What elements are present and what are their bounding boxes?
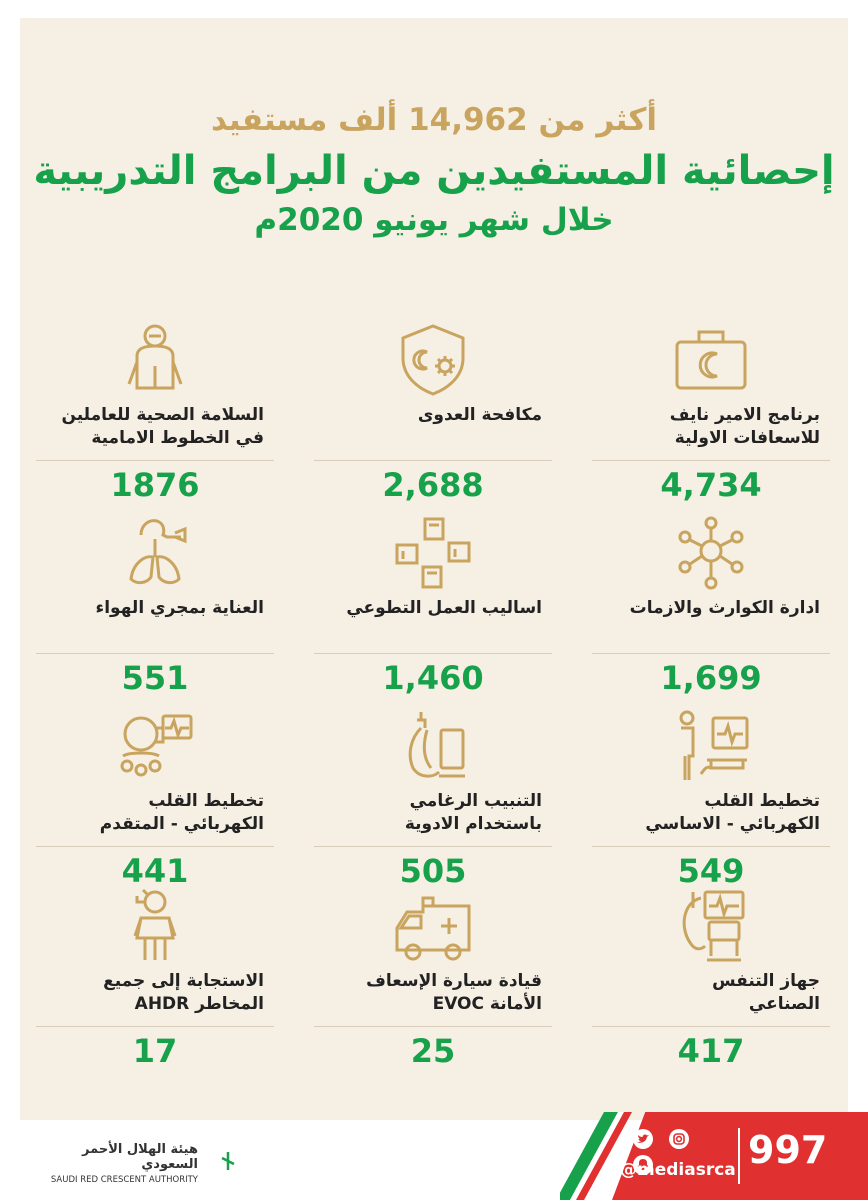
advanced-ecg-icon bbox=[115, 708, 195, 784]
stat-card-basic-ecg bbox=[592, 708, 830, 888]
stat-card-crisis-management bbox=[592, 515, 830, 695]
stat-label: اساليب العمل التطوعي bbox=[346, 598, 542, 618]
stat-divider bbox=[314, 460, 552, 461]
stat-divider bbox=[36, 846, 274, 847]
stat-label: التنبيب الرغامي باستخدام الادوية bbox=[404, 791, 542, 834]
stat-card-volunteering bbox=[314, 515, 552, 695]
stat-value: 441 bbox=[121, 852, 189, 890]
first-aid-kit-icon bbox=[671, 322, 751, 398]
stat-value: 25 bbox=[410, 1032, 456, 1070]
stat-card-ventilator bbox=[592, 888, 830, 1068]
hazmat-responder-icon bbox=[115, 888, 195, 964]
social-handle[interactable]: @mediasrca bbox=[620, 1160, 736, 1180]
intubation-tube-icon bbox=[393, 708, 473, 784]
stat-divider bbox=[592, 846, 830, 847]
stat-value: 417 bbox=[677, 1032, 745, 1070]
stat-divider bbox=[36, 460, 274, 461]
stat-card-all-hazards bbox=[36, 888, 274, 1068]
stat-card-ambulance-driving bbox=[314, 888, 552, 1068]
virus-shield-icon bbox=[393, 322, 473, 398]
stat-value: 1876 bbox=[110, 466, 200, 504]
twitter-icon[interactable] bbox=[632, 1128, 654, 1150]
organization-name bbox=[28, 1142, 198, 1185]
stat-value: 551 bbox=[121, 659, 189, 697]
headline-period: خلال شهر يونيو 2020م bbox=[254, 202, 614, 238]
stat-value: 1,460 bbox=[382, 659, 484, 697]
organization-name-ar: هيئة الهلال الأحمر السعودي bbox=[82, 1142, 198, 1172]
stat-card-frontline-safety bbox=[36, 322, 274, 502]
stat-card-infection-control bbox=[314, 322, 552, 502]
ventilator-icon bbox=[671, 888, 751, 964]
crisis-network-icon bbox=[671, 515, 751, 591]
stat-label: جهاز التنفس الصناعي bbox=[712, 971, 820, 1014]
stat-value: 549 bbox=[677, 852, 745, 890]
red-crescent-emblem-icon bbox=[202, 1138, 250, 1186]
stat-divider bbox=[314, 1026, 552, 1027]
social-icons bbox=[632, 1128, 732, 1152]
stat-divider bbox=[592, 460, 830, 461]
stat-card-first-aid bbox=[592, 322, 830, 502]
stat-value: 505 bbox=[399, 852, 467, 890]
stat-label: الاستجابة إلى جميع المخاطر AHDR bbox=[103, 971, 264, 1014]
stat-value: 2,688 bbox=[382, 466, 484, 504]
stat-label: العناية بمجري الهواء bbox=[95, 598, 264, 618]
stat-divider bbox=[36, 653, 274, 654]
protective-suit-icon bbox=[115, 322, 195, 398]
airway-lungs-icon bbox=[115, 515, 195, 591]
stat-divider bbox=[592, 1026, 830, 1027]
stat-label: برنامج الامير نايف للاسعافات الاولية bbox=[669, 405, 820, 448]
contact-divider bbox=[738, 1128, 740, 1184]
hotline-number: 997 bbox=[748, 1128, 828, 1172]
stat-value: 1,699 bbox=[660, 659, 762, 697]
basic-ecg-icon bbox=[671, 708, 751, 784]
stat-label: السلامة الصحية للعاملين في الخطوط الامامية bbox=[61, 405, 264, 448]
stat-divider bbox=[314, 846, 552, 847]
stat-value: 4,734 bbox=[660, 466, 762, 504]
stat-divider bbox=[592, 653, 830, 654]
stat-label: تخطيط القلب الكهربائي - المتقدم bbox=[99, 791, 264, 834]
stat-card-intubation bbox=[314, 708, 552, 888]
stat-label: قيادة سيارة الإسعاف الأمانة EVOC bbox=[366, 971, 542, 1014]
organization-logo bbox=[28, 1138, 258, 1186]
headline-total: أكثر من 14,962 ألف مستفيد bbox=[211, 102, 657, 138]
stat-card-airway-care bbox=[36, 515, 274, 695]
stat-divider bbox=[36, 1026, 274, 1027]
ambulance-icon bbox=[393, 888, 473, 964]
headline-title: إحصائية المستفيدين من البرامج التدريبية bbox=[33, 148, 835, 194]
instagram-icon[interactable] bbox=[668, 1128, 690, 1150]
volunteer-hands-icon bbox=[393, 515, 473, 591]
stat-label: ادارة الكوارث والازمات bbox=[629, 598, 820, 618]
organization-name-en: SAUDI RED CRESCENT AUTHORITY bbox=[50, 1175, 198, 1185]
stat-divider bbox=[314, 653, 552, 654]
stat-label: مكافحة العدوى bbox=[417, 405, 542, 425]
stat-value: 17 bbox=[132, 1032, 178, 1070]
stat-label: تخطيط القلب الكهربائي - الاساسي bbox=[645, 791, 820, 834]
stat-card-advanced-ecg bbox=[36, 708, 274, 888]
